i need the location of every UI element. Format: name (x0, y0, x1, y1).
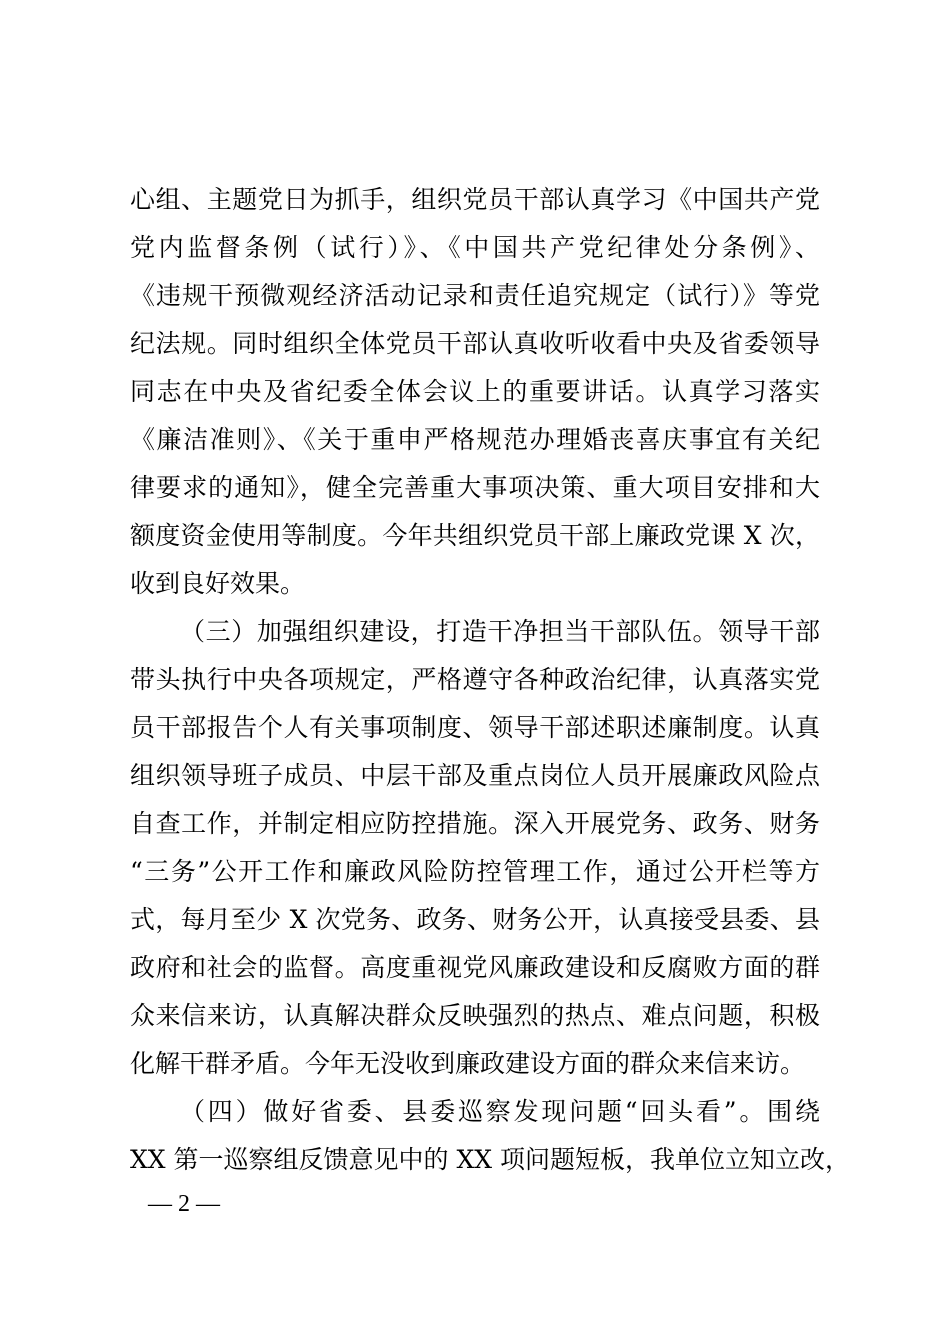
text-line: 收到良好效果。 (130, 569, 306, 598)
text-line: 化解干群矛盾。今年无没收到廉政建设方面的群众来信来访。 (130, 1049, 806, 1078)
section-heading: （三）加强组织建设，打造干净担当干部队伍。 (180, 617, 719, 646)
text-line: 组织领导班子成员、中层干部及重点岗位人员开展廉政风险点 (130, 761, 820, 790)
text-line: “三务”公开工作和廉政风险防控管理工作，通过公开栏等方 (130, 857, 820, 886)
text-line: 政府和社会的监督。高度重视党风廉政建设和反腐败方面的群 (130, 953, 820, 982)
text-line: 纪法规。同时组织全体党员干部认真收听收看中央及省委领导 (130, 329, 820, 358)
heading-line-rest: 围绕 (767, 1097, 820, 1126)
text-line: 额度资金使用等制度。今年共组织党员干部上廉政党课 X 次， (130, 521, 820, 550)
text-line: 员干部报告个人有关事项制度、领导干部述职述廉制度。认真 (130, 713, 820, 742)
text-line: 党内监督条例（试行）》、《中国共产党纪律处分条例》、 (130, 233, 820, 262)
section-heading-line (180, 610, 820, 654)
text-line: 《廉洁准则》、《关于重申严格规范办理婚丧喜庆事宜有关纪 (130, 425, 820, 454)
text-line: 众来信来访，认真解决群众反映强烈的热点、难点问题，积极 (130, 1001, 820, 1030)
page-number: — 2 — (148, 1191, 220, 1217)
text-line: 同志在中央及省纪委全体会议上的重要讲话。认真学习落实 (130, 377, 820, 406)
text-line: 式，每月至少 X 次党务、政务、财务公开，认真接受县委、县 (130, 905, 820, 934)
text-line: 心组、主题党日为抓手，组织党员干部认真学习《中国共产党 (130, 185, 820, 214)
text-line: 自查工作，并制定相应防控措施。深入开展党务、政务、财务 (130, 809, 820, 838)
section-heading-line (180, 1090, 820, 1134)
text-line: 带头执行中央各项规定，严格遵守各种政治纪律，认真落实党 (130, 665, 820, 694)
text-line: 《违规干预微观经济活动记录和责任追究规定（试行）》等党 (130, 281, 820, 310)
text-line: 律要求的通知》，健全完善重大事项决策、重大项目安排和大 (130, 473, 820, 502)
text-line: XX 第一巡察组反馈意见中的 XX 项问题短板，我单位立知立改， (130, 1145, 851, 1174)
heading-line-rest: 领导干部 (718, 617, 820, 646)
section-heading: （四）做好省委、县委巡察发现问题“回头看”。 (180, 1097, 768, 1126)
